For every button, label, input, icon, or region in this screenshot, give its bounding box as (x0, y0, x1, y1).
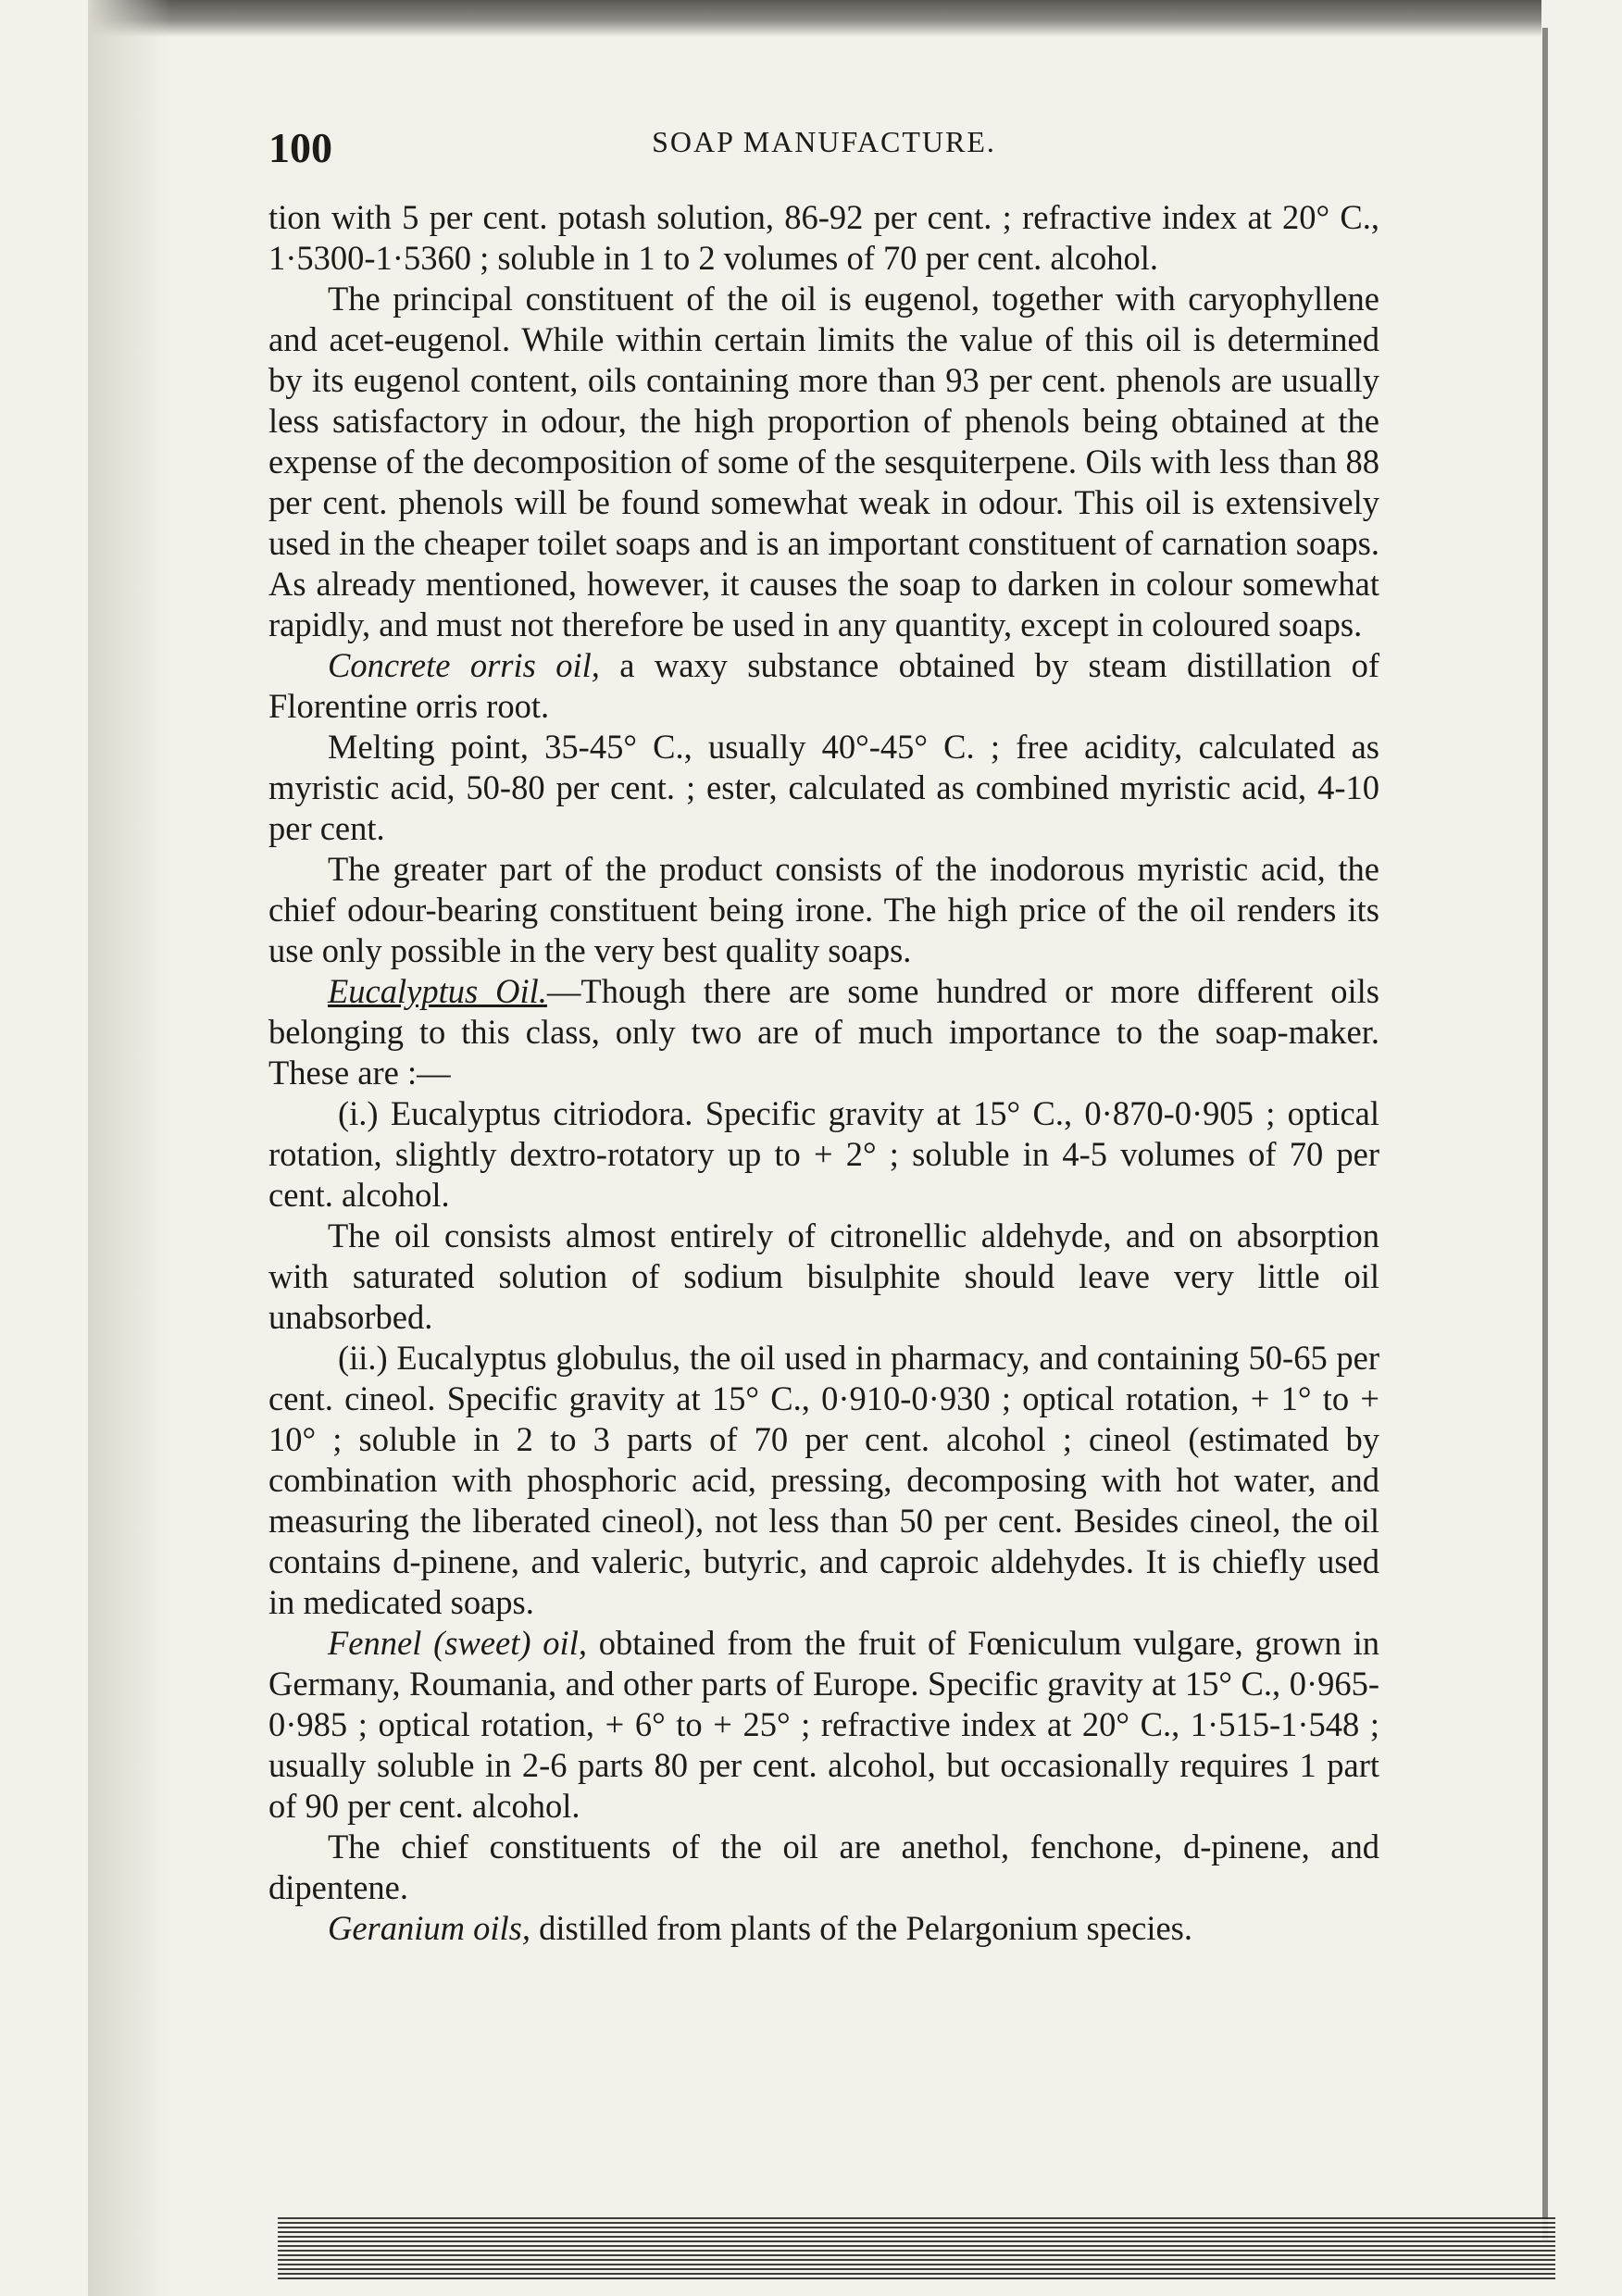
paragraph-continuation: tion with 5 per cent. potash solution, 86-92 per cent. ; refractive index at 20° C., 1·5300-1·5360 ; soluble in 1 to 2 volumes of 70 per cent. alcohol. (268, 198, 1379, 277)
scan-shadow-left (88, 0, 171, 2296)
page-header (268, 106, 1379, 171)
paragraph-eugenol: The principal constituent of the oil is eugenol, together with caryophyllene and acet-eugenol. While within certain limits the value of this oil is determined by its eugenol content, oils containing more than 93 per cent. phenols are usually less satisfactory in odour, the high proportion of phenols being obtained at the expense of the decomposition of some of the sesquiterpene. Oils with less than 88 per cent. phenols will be found somewhat weak in odour. This oil is extensively used in the cheaper toilet soaps and is an important constituent of carnation soaps. As already mentioned, however, it causes the soap to darken in colour somewhat rapidly, and must not therefore be used in any quantity, except in coloured soaps. (268, 280, 1379, 643)
paragraph-globulus: (ii.) Eucalyptus globulus, the oil used in pharmacy, and containing 50-65 per cent. cineol. Specific gravity at 15° C., 0·910-0·930 ; optical rotation, + 1° to + 10° ; soluble in 2 to 3 parts of 70 per cent. alcohol ; cineol (estimated by combination with phosphoric acid, pressing, decomposing with hot water, and measuring the liberated cineol), not less than 50 per cent. Besides cineol, the oil contains d-pinene, and valeric, butyric, and caproic aldehydes. It is chiefly used in medicated soaps. (268, 1339, 1379, 1621)
scan-shadow-top (88, 0, 1541, 37)
paragraph-citronellic: The oil consists almost entirely of citronellic aldehyde, and on absorption with saturated solution of sodium bisulphite should leave very little oil unabsorbed. (268, 1217, 1379, 1336)
scan-edge-right (1542, 28, 1548, 2240)
page-number: 100 (268, 124, 332, 171)
term-eucalyptus: Eucalyptus Oil. (328, 972, 547, 1010)
book-page (268, 106, 1379, 1949)
paragraph-geranium (268, 1908, 1379, 1949)
paragraph-melting-point: Melting point, 35-45° C., usually 40°-45° C. ; free acidity, calculated as myristic acid, 50-80 per cent. ; ester, calculated as combined myristic acid, 4-10 per cent. (268, 728, 1379, 847)
paragraph-eucalyptus (268, 971, 1379, 1093)
term-fennel: Fennel (sweet) oil, (328, 1624, 587, 1662)
running-head: SOAP MANUFACTURE. (652, 125, 996, 158)
paragraph-eucalyptus-text: —Though there are some hundred or more different oils belonging to this class, only two are of much importance to the soap-maker. These are :— (268, 972, 1379, 1092)
paragraph-citriodora: (i.) Eucalyptus citriodora. Specific gravity at 15° C., 0·870-0·905 ; optical rotation, slightly dextro-rotatory up to + 2° ; soluble in 4-5 volumes of 70 per cent. alcohol. (268, 1094, 1379, 1214)
paragraph-fennel-text: obtained from the fruit of Fœniculum vulgare, grown in Germany, Roumania, and other parts of Europe. Specific gravity at 15° C., 0·965-0·985 ; optical rotation, + 6° to + 25° ; refractive index at 20° C., 1·515-1·548 ; usually soluble in 2-6 parts 80 per cent. alcohol, but occasionally requires 1 part of 90 per cent. alcohol. (268, 1624, 1379, 1825)
paragraph-concrete-orris (268, 645, 1379, 727)
paragraph-geranium-text: distilled from plants of the Pelargonium species. (530, 1909, 1193, 1947)
term-concrete-orris: Concrete orris oil, (328, 646, 600, 684)
paragraph-fennel-constituents: The chief constituents of the oil are anethol, fenchone, d-pinene, and dipentene. (268, 1828, 1379, 1906)
body-text (268, 197, 1379, 1949)
term-geranium: Geranium oils, (328, 1909, 530, 1947)
scan-edge-bottom (278, 2217, 1555, 2282)
paragraph-concrete-orris-text: a waxy substance obtained by steam distillation of Florentine orris root. (268, 646, 1379, 725)
paragraph-fennel (268, 1623, 1379, 1827)
paragraph-myristic: The greater part of the product consists of the inodorous myristic acid, the chief odour-bearing constituent being irone. The high price of the oil renders its use only possible in the very best quality soaps. (268, 850, 1379, 969)
